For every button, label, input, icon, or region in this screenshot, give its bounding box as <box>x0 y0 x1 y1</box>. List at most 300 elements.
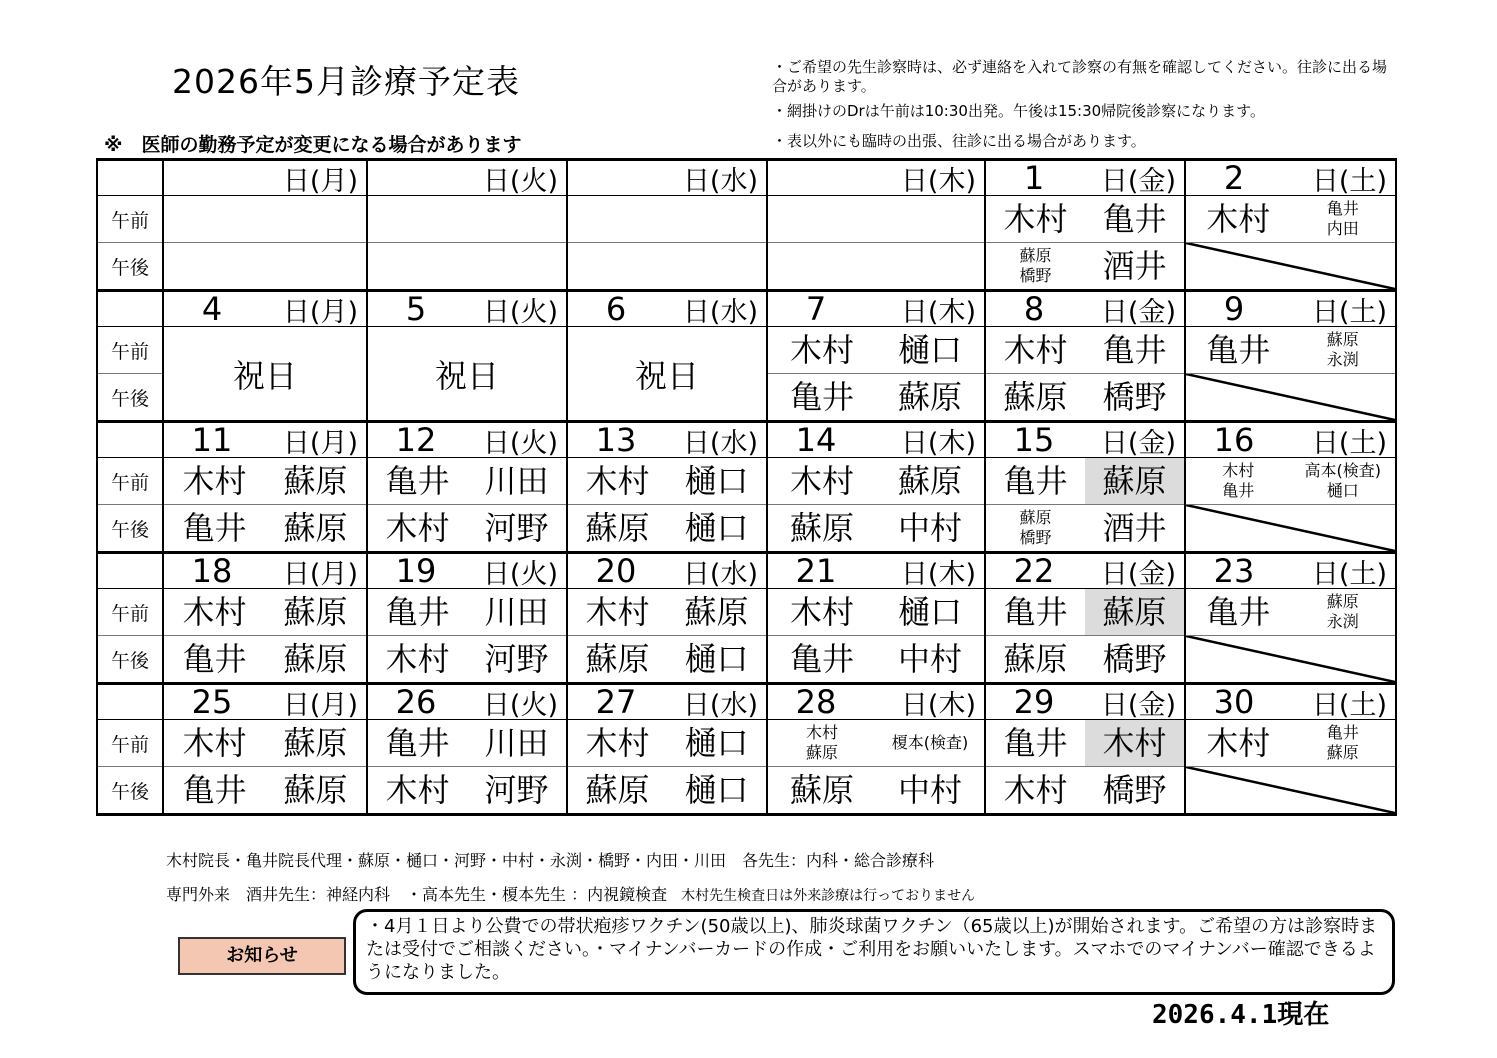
day-number: 25 <box>191 683 233 720</box>
day-header-content <box>568 161 766 195</box>
pm-slot <box>567 505 767 553</box>
doctor-name: 木村 <box>1206 724 1271 762</box>
weekday-label: 日(木) <box>900 296 976 327</box>
week-header-row <box>97 553 1396 589</box>
slot-content <box>1186 720 1395 766</box>
holiday-cell: 祝日 <box>163 327 367 422</box>
pm-slot <box>163 243 367 291</box>
weekday-label: 日(金) <box>1100 165 1176 196</box>
slot-content <box>768 505 984 551</box>
am-slot <box>985 327 1185 374</box>
day-number: 18 <box>191 552 233 589</box>
doctor-name: 木村 <box>385 640 450 678</box>
slot-content <box>768 374 984 420</box>
doctor-name: 亀井 内田 <box>1326 199 1359 238</box>
day-number: 6 <box>605 290 627 327</box>
doctor-name: 木村 <box>585 593 650 631</box>
slot-content <box>368 720 566 766</box>
weekday-label: 日(土) <box>1311 296 1387 327</box>
day-header <box>567 684 767 720</box>
day-header <box>367 291 567 327</box>
slot-content <box>768 327 984 373</box>
day-header-content <box>768 685 984 719</box>
weekday-label: 日(火) <box>482 165 558 196</box>
pm-slot <box>767 636 985 684</box>
slot-content <box>768 767 984 813</box>
doctor-name: 川田 <box>484 593 549 631</box>
weekday-label: 日(土) <box>1311 689 1387 720</box>
doctor-name: 川田 <box>484 462 549 500</box>
doctor-name: 亀井 <box>1003 593 1068 631</box>
doctor-name: 榎本(検査) <box>891 733 969 752</box>
doctor-name: 樋口 <box>897 593 962 631</box>
holiday-cell: 祝日 <box>367 327 567 422</box>
day-header <box>163 553 367 589</box>
doctor-name: 河野 <box>484 640 549 678</box>
pm-slot <box>163 505 367 553</box>
closed-slash <box>1186 767 1395 813</box>
week-label-blank <box>97 291 163 327</box>
schedule-table <box>96 158 1397 816</box>
am-slot <box>1185 589 1396 636</box>
am-slot <box>163 458 367 505</box>
weekday-label: 日(火) <box>482 689 558 720</box>
week-label-blank <box>97 160 163 196</box>
week-header-row <box>97 160 1396 196</box>
pm-slot <box>1185 374 1396 422</box>
slot-content <box>986 243 1184 289</box>
day-header <box>985 160 1185 196</box>
doctor-name: 亀井 <box>1003 724 1068 762</box>
slot-content <box>368 589 566 635</box>
doctor-name: 蘇原 <box>283 724 348 762</box>
am-slot <box>163 589 367 636</box>
day-number: 28 <box>795 683 837 720</box>
day-header <box>567 291 767 327</box>
am-slot <box>767 327 985 374</box>
am-slot <box>985 196 1185 243</box>
slot-content <box>986 720 1184 766</box>
slot-content <box>568 636 766 682</box>
slot-content <box>568 720 766 766</box>
day-header <box>985 553 1185 589</box>
day-header-content <box>568 685 766 719</box>
day-number: 14 <box>795 421 837 458</box>
slot-content <box>368 505 566 551</box>
day-header <box>163 160 367 196</box>
doctor-name: 河野 <box>484 771 549 809</box>
doctor-name: 亀井 蘇原 <box>1326 723 1359 762</box>
doctor-name: 木村 <box>385 509 450 547</box>
weekday-label: 日(金) <box>1100 689 1176 720</box>
doctor-name: 中村 <box>897 509 962 547</box>
day-number: 27 <box>595 683 637 720</box>
weekday-label: 日(月) <box>282 558 358 589</box>
day-header <box>567 160 767 196</box>
slot-content <box>1186 327 1395 373</box>
week-label-blank <box>97 553 163 589</box>
doctor-name: 樋口 <box>684 462 749 500</box>
slot-content <box>986 196 1184 242</box>
doctor-name: 木村 <box>1003 771 1068 809</box>
day-header <box>1185 422 1396 458</box>
doctor-name: 樋口 <box>897 331 962 369</box>
day-header <box>367 684 567 720</box>
pm-slot <box>767 505 985 553</box>
day-header <box>767 422 985 458</box>
doctor-name: 亀井 <box>385 462 450 500</box>
day-header-content <box>164 685 366 719</box>
day-header <box>367 553 567 589</box>
day-header-content <box>768 423 984 457</box>
day-header <box>163 422 367 458</box>
slot-content <box>368 636 566 682</box>
holiday-cell: 祝日 <box>567 327 767 422</box>
pm-slot <box>1185 243 1396 291</box>
doctor-name: 樋口 <box>684 640 749 678</box>
doctor-name: 亀井 <box>1102 200 1167 238</box>
am-slot <box>985 458 1185 505</box>
slot-content <box>164 458 366 504</box>
doctor-name: 橋野 <box>1102 640 1167 678</box>
am-slot <box>767 589 985 636</box>
weekday-label: 日(木) <box>900 558 976 589</box>
doctor-name: 木村 <box>789 593 854 631</box>
day-header-content <box>986 161 1184 195</box>
doctor-name: 蘇原 <box>684 593 749 631</box>
day-header <box>367 422 567 458</box>
weekday-label: 日(水) <box>682 296 758 327</box>
day-header-content <box>368 554 566 588</box>
slot-content <box>1186 458 1395 504</box>
slot-content <box>986 374 1184 420</box>
day-number: 29 <box>1013 683 1055 720</box>
day-header-content <box>1186 161 1395 195</box>
doctor-name: 木村 <box>789 331 854 369</box>
weekday-label: 日(水) <box>682 165 758 196</box>
doctor-name: 橋野 <box>1102 378 1167 416</box>
slot-content <box>1186 196 1395 242</box>
doctor-name: 木村 <box>1206 200 1271 238</box>
doctor-name: 木村 <box>585 462 650 500</box>
doctor-name: 蘇原 <box>585 640 650 678</box>
am-slot <box>767 458 985 505</box>
day-header-content <box>986 685 1184 719</box>
pm-row <box>97 243 1396 291</box>
doctor-name: 亀井 <box>789 640 854 678</box>
weekday-label: 日(火) <box>482 558 558 589</box>
specialist-info <box>166 882 975 905</box>
pm-slot <box>163 636 367 684</box>
day-number: 2 <box>1223 159 1245 196</box>
doctor-name: 木村 蘇原 <box>805 723 838 762</box>
day-number: 22 <box>1013 552 1055 589</box>
day-header-content <box>1186 554 1395 588</box>
day-header-content <box>986 423 1184 457</box>
slot-content <box>986 589 1184 635</box>
slot-content <box>568 458 766 504</box>
doctor-name: 亀井 <box>385 593 450 631</box>
slot-content <box>164 636 366 682</box>
pm-slot <box>985 374 1185 422</box>
am-slot <box>567 720 767 767</box>
slot-content <box>164 505 366 551</box>
pm-slot <box>1185 767 1396 815</box>
doctor-name: 蘇原 <box>585 771 650 809</box>
pm-slot <box>985 243 1185 291</box>
weekday-label: 日(水) <box>682 689 758 720</box>
doctor-name: 川田 <box>484 724 549 762</box>
doctor-list: 木村院長・亀井院長代理・蘇原・樋口・河野・中村・永渕・橋野・内田・川田 各先生：内科・総合診療科 <box>166 851 935 870</box>
slot-content <box>568 767 766 813</box>
day-header <box>567 553 767 589</box>
weekday-label: 日(土) <box>1311 427 1387 458</box>
weekday-label: 日(土) <box>1311 165 1387 196</box>
weekday-label: 日(木) <box>900 689 976 720</box>
slot-content <box>568 589 766 635</box>
doctor-name: 蘇原 <box>897 378 962 416</box>
day-header <box>985 684 1185 720</box>
doctor-name: 木村 <box>789 462 854 500</box>
slot-content <box>568 505 766 551</box>
doctor-name: 中村 <box>897 640 962 678</box>
day-header-content <box>768 292 984 326</box>
am-label: 午前 <box>97 720 163 767</box>
doctor-name: 木村 亀井 <box>1222 461 1255 500</box>
slot-content <box>986 458 1184 504</box>
day-header-content <box>1186 685 1395 719</box>
slot-content <box>768 589 984 635</box>
doctor-name: 亀井 <box>1102 331 1167 369</box>
pm-row <box>97 505 1396 553</box>
day-header-content <box>986 292 1184 326</box>
pm-label: 午後 <box>97 243 163 291</box>
pm-slot <box>1185 505 1396 553</box>
day-number: 12 <box>395 421 437 458</box>
day-header-content <box>164 554 366 588</box>
am-slot <box>367 458 567 505</box>
doctor-name: 蘇原 <box>789 771 854 809</box>
week-label-blank <box>97 684 163 720</box>
slot-content <box>164 720 366 766</box>
am-slot <box>163 720 367 767</box>
day-number: 9 <box>1223 290 1245 327</box>
day-header <box>367 160 567 196</box>
doctor-name: 蘇原 永渕 <box>1326 330 1359 369</box>
doctor-name: 木村 <box>385 771 450 809</box>
note-shading: ・網掛けのDrは午前は10:30出発。午後は15:30帰院後診察になります。 <box>772 102 1265 120</box>
am-label: 午前 <box>97 196 163 243</box>
doctor-name: 高本(検査) 樋口 <box>1304 461 1381 500</box>
am-slot <box>567 589 767 636</box>
weekday-label: 日(火) <box>482 427 558 458</box>
weekday-label: 日(金) <box>1100 296 1176 327</box>
doctor-name: 亀井 <box>182 509 247 547</box>
slot-content <box>986 636 1184 682</box>
day-number: 21 <box>795 552 837 589</box>
slot-content <box>368 458 566 504</box>
weekday-label: 日(木) <box>900 165 976 196</box>
day-header <box>767 291 985 327</box>
am-slot <box>163 196 367 243</box>
day-header <box>767 160 985 196</box>
day-number: 26 <box>395 683 437 720</box>
day-header-content <box>164 161 366 195</box>
pm-label: 午後 <box>97 767 163 815</box>
day-number: 16 <box>1213 421 1255 458</box>
pm-slot <box>367 505 567 553</box>
slot-content <box>368 767 566 813</box>
doctor-name: 木村 <box>182 724 247 762</box>
doctor-name: 亀井 <box>182 640 247 678</box>
weekday-label: 日(月) <box>282 689 358 720</box>
am-slot <box>367 720 567 767</box>
pm-slot <box>367 767 567 815</box>
doctor-name: 亀井 <box>182 771 247 809</box>
weekday-label: 日(水) <box>682 558 758 589</box>
pm-slot <box>567 243 767 291</box>
closed-slash <box>1186 374 1395 420</box>
doctor-name: 蘇原 <box>1003 640 1068 678</box>
day-number: 7 <box>805 290 827 327</box>
day-header <box>985 422 1185 458</box>
doctor-name: 樋口 <box>684 771 749 809</box>
schedule-change-note: ※ 医師の勤務予定が変更になる場合があります <box>104 134 522 156</box>
am-row <box>97 720 1396 767</box>
day-header-content <box>164 423 366 457</box>
exam-day-note: 木村先生検査日は外来診療は行っておりません <box>681 888 976 904</box>
doctor-name: 木村 <box>1003 200 1068 238</box>
day-header-content <box>368 685 566 719</box>
weekday-label: 日(水) <box>682 427 758 458</box>
day-header-content <box>986 554 1184 588</box>
day-header-content <box>768 554 984 588</box>
am-slot <box>767 196 985 243</box>
doctor-name: 中村 <box>897 771 962 809</box>
day-number: 4 <box>201 290 223 327</box>
day-header-content <box>368 423 566 457</box>
day-number: 5 <box>405 290 427 327</box>
am-row <box>97 327 1396 374</box>
doctor-name: 河野 <box>484 509 549 547</box>
am-slot <box>367 196 567 243</box>
doctor-name: 蘇原 <box>1085 458 1184 504</box>
slot-content <box>768 720 984 766</box>
doctor-name: 蘇原 橋野 <box>1019 508 1052 547</box>
pm-slot <box>367 636 567 684</box>
day-number: 11 <box>191 421 233 458</box>
pm-slot <box>163 767 367 815</box>
doctor-name: 木村 <box>182 593 247 631</box>
doctor-name: 亀井 <box>1003 462 1068 500</box>
day-header-content <box>568 554 766 588</box>
day-header-content <box>1186 423 1395 457</box>
as-of-date: 2026.4.1現在 <box>1152 1000 1330 1030</box>
slot-content <box>986 505 1184 551</box>
day-number: 30 <box>1213 683 1255 720</box>
am-slot <box>767 720 985 767</box>
slot-content <box>164 767 366 813</box>
day-number: 8 <box>1023 290 1045 327</box>
day-header-content <box>368 161 566 195</box>
slot-content <box>768 458 984 504</box>
notice-badge: お知らせ <box>178 937 346 975</box>
doctor-name: 蘇原 <box>897 462 962 500</box>
pm-slot <box>767 374 985 422</box>
day-header-content <box>164 292 366 326</box>
slot-content <box>986 327 1184 373</box>
pm-slot <box>367 243 567 291</box>
pm-row <box>97 636 1396 684</box>
day-header <box>567 422 767 458</box>
day-number: 19 <box>395 552 437 589</box>
week-header-row <box>97 422 1396 458</box>
slot-content <box>1186 589 1395 635</box>
day-header-content <box>768 161 984 195</box>
slot-content <box>768 636 984 682</box>
weekday-label: 日(木) <box>900 427 976 458</box>
am-label: 午前 <box>97 327 163 374</box>
day-header-content <box>1186 292 1395 326</box>
doctor-name: 木村 <box>585 724 650 762</box>
doctor-name: 酒井 <box>1102 247 1167 285</box>
pm-slot <box>985 636 1185 684</box>
day-header <box>1185 291 1396 327</box>
doctor-name: 亀井 <box>385 724 450 762</box>
doctor-name: 蘇原 <box>283 640 348 678</box>
doctor-name: 亀井 <box>1206 331 1271 369</box>
doctor-name: 亀井 <box>1206 593 1271 631</box>
weekday-label: 日(月) <box>282 165 358 196</box>
doctor-name: 樋口 <box>684 724 749 762</box>
doctor-name: 蘇原 <box>789 509 854 547</box>
note-contact: ・ご希望の先生診察時は、必ず連絡を入れて診察の有無を確認してください。往診に出る場合があります。 <box>772 58 1388 95</box>
week-label-blank <box>97 422 163 458</box>
doctor-name: 橋野 <box>1102 771 1167 809</box>
specialist-text: 専門外来 酒井先生：神経内科 ・高本先生・榎本先生 ：内視鏡検査 <box>166 885 668 904</box>
day-header <box>767 684 985 720</box>
pm-label: 午後 <box>97 505 163 553</box>
weekday-label: 日(金) <box>1100 558 1176 589</box>
notice-box: ・4月１日より公費での帯状疱疹ワクチン(50歳以上)、肺炎球菌ワクチン（65歳以上)が開始されます。ご希望の方は診察時または受付でご相談ください。・マイナンバーカードの作成・ご利用をお願いいたします。スマホでのマイナンバー確認できるようになりました。 <box>353 909 1395 995</box>
closed-slash <box>1186 243 1395 289</box>
doctor-name: 蘇原 橋野 <box>1019 246 1052 285</box>
weekday-label: 日(火) <box>482 296 558 327</box>
am-slot <box>567 458 767 505</box>
doctor-name: 亀井 <box>789 378 854 416</box>
pm-slot <box>985 505 1185 553</box>
am-row <box>97 589 1396 636</box>
doctor-name: 木村 <box>182 462 247 500</box>
week-header-row <box>97 291 1396 327</box>
am-slot <box>1185 196 1396 243</box>
pm-slot <box>767 243 985 291</box>
day-header <box>163 291 367 327</box>
am-slot <box>985 720 1185 767</box>
pm-label: 午後 <box>97 374 163 422</box>
am-label: 午前 <box>97 589 163 636</box>
day-number: 1 <box>1023 159 1045 196</box>
day-header-content <box>568 292 766 326</box>
day-header <box>985 291 1185 327</box>
day-number: 20 <box>595 552 637 589</box>
doctor-name: 蘇原 <box>283 593 348 631</box>
am-slot <box>1185 327 1396 374</box>
weekday-label: 日(月) <box>282 427 358 458</box>
am-slot <box>367 589 567 636</box>
am-row <box>97 458 1396 505</box>
weekday-label: 日(土) <box>1311 558 1387 589</box>
